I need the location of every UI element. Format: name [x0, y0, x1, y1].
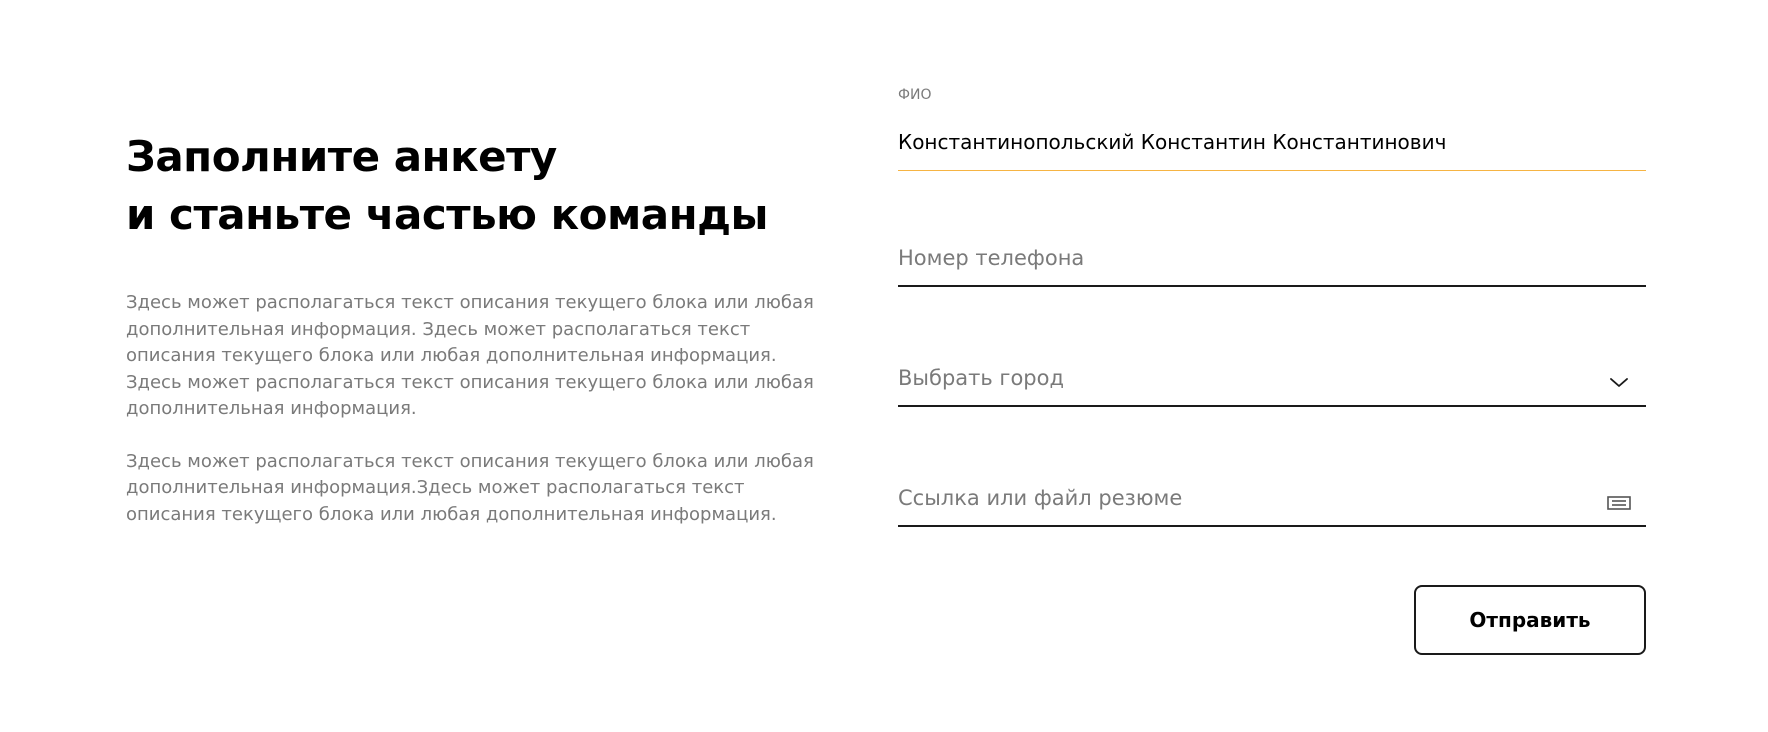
- description-paragraph-1: Здесь может располагаться текст описания текущего блока или любая дополнительная информация. Здесь может располагаться текст описания текущего блока или любая дополнительная информация. Здесь может располагаться текст описания текущего блока или любая дополнительная информация.: [126, 292, 814, 419]
- fio-label: ФИО: [898, 87, 932, 103]
- title-line-1: Заполните анкету: [126, 132, 557, 181]
- attachment-icon[interactable]: [1606, 489, 1632, 515]
- intro-section: [126, 128, 826, 554]
- phone-input[interactable]: Номер телефона: [898, 246, 1085, 270]
- chevron-down-icon[interactable]: [1606, 369, 1632, 395]
- page-title: [126, 128, 826, 244]
- city-select[interactable]: [898, 363, 1646, 407]
- resume-input[interactable]: Ссылка или файл резюме: [898, 486, 1183, 510]
- fio-field[interactable]: [898, 86, 1646, 171]
- phone-field[interactable]: [898, 243, 1646, 287]
- submit-button[interactable]: Отправить: [1414, 585, 1646, 655]
- resume-field[interactable]: [898, 483, 1646, 527]
- title-line-2: и станьте частью команды: [126, 190, 769, 239]
- description-paragraph-2: Здесь может располагаться текст описания текущего блока или любая дополнительная информация.Здесь может располагаться текст описания текущего блока или любая дополнительная информация.: [126, 450, 814, 525]
- application-form: [898, 86, 1646, 655]
- city-select-placeholder[interactable]: Выбрать город: [898, 366, 1065, 390]
- submit-row: [898, 585, 1646, 655]
- description: [126, 290, 826, 528]
- fio-input[interactable]: Константинопольский Константин Константинович: [898, 130, 1447, 154]
